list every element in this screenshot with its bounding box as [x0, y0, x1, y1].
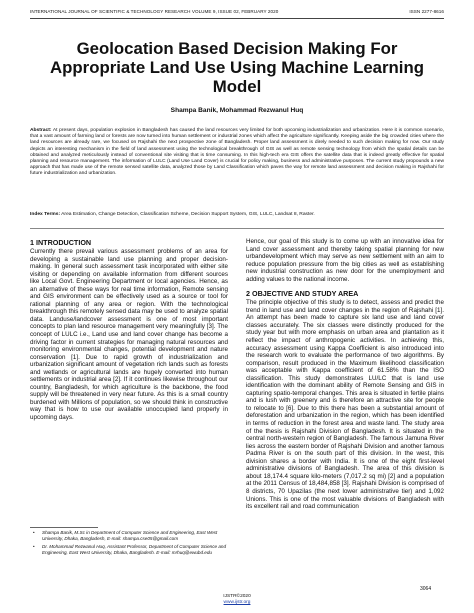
separator-line [30, 228, 444, 229]
footnote-author-2: • Dr. Mohammad Rezwanul Huq, Assistant Professor, Department of Computer Science and Engineering, East West University, Dhaka, Bangladesh. E-mail: mrhuq@ewubd.edu [30, 544, 228, 556]
issn: ISSN 2277-8616 [409, 9, 444, 14]
authors: Shampa Banik, Mohammad Rezwanul Huq [170, 107, 304, 114]
index-terms [30, 212, 444, 218]
footnote-author-1: • Shampa Banik, M.Sc in Department of Computer Science and Engineering, East West University, Dhaka, Bangladesh, E-mail: shampa.cse05@gmail.com [30, 530, 228, 542]
footnote-rule [30, 527, 98, 528]
abstract [30, 128, 444, 178]
abstract-text: At present days, population explosion in Bangladesh has caused the land resources very limited for both upcoming industrialization and urbanization. Here it is common scenario, that a vast amount of farming land or forests are now turned into human settlement or industrial zones which affect the agriculture significantly. Keeping aside the big crowded cities where the land resources are already rare, we focused on Rajshahi the next prospective zone of Bangladesh. Proper land assessment is direly needed to such decision making for now. Our study depicts an interesting mechanism in the field of land assessment using the technological breakthrough of GIS as well as remote sensing technology from which the spatial details can be obtained and analyzed meticulously instead of conventional site visiting that is time consuming. In this high-tech era GIS offers the satellite data that is indeed greatly effective for spatial planning and resource management. The information of LULC (Land Use Land Cover) is crucial for policy making, business and administrative purposes. The current study propounds a new approach that has made use of the remote sensed satellite data, analyzed those by Land Classification which paves the way for remote land assessment and decision making in Rajshahi for future industrialization and urbanization. [30, 128, 444, 177]
abstract-label: Abstract: [30, 128, 52, 133]
page-footer [0, 594, 474, 606]
right-column [246, 238, 444, 511]
footer-copyright: IJSTR©2020 [223, 594, 251, 599]
section-heading-objective: 2 OBJECTIVE AND STUDY AREA [246, 289, 359, 299]
journal-header [30, 9, 444, 14]
page-number: 3064 [420, 586, 432, 592]
objective-paragraph: The principle objective of this study is to detect, assess and predict the trend in land use and land cover changes in the region of Rajshahi [1]. An attempt has been made to capture six land use and land cover classes accurately. The six classes were distinctly produced for the study year but with more emphasis on urban area and plantation as it reflect the impact of anthropogenic activities. In achieving this, accuracy assessment using Kappa Coefficient is also introduced into the research work to evaluate the performance of two algorithms. By comparison, result produced in the Maximum likelihood classification was acceptable with Kappa coefficient of 61.58% than the ISO classification. This study demonstrates LU/LC that is land use identification with the dominant ability of Remote Sensing and GIS in capturing spatio-temporal changes. This area is situated in fertile plains and is lush with greenery and is therefore an attractive site for people to relocate to [6]. Due to this there has been a substantial amount of deforestation and urbanization in the region, which has been identified in terms of reduction in the forest area and waste land. The study area of the thesis is Rajshahi Division of Bangladesh. It is situated in the central north-western region of Bangladesh. The famous Jamuna River lies across the eastern border of Rajshahi Division and another famous Padma River is on the south part of this division. In the west, this division shares a border with India. It is one of the eight first-level administrative divisions of Bangladesh. The area of this division is about 18,174.4 square kilo-meters (7,017.2 sq mi) [2] and a population at the 2011 Census of 18,484,858 [3]. Rajshahi Division is comprised of 8 districts, 70 Upazilas (the next lower administrative tier) and 1,092 Unions. This is one of the most valuable divisions of Bangladesh with its excellent rail and road communication [246, 299, 444, 511]
introduction-continued: Hence, our goal of this study is to come up with an innovative idea for Land cover assessment and thereby taking spatial planning for new urbandevelopment which may serve as new settlement with an aim to reduce population pressure from the big cities as well as establishing new industrial construction as new door for the unemployment and adding values to the national income. [246, 238, 444, 283]
index-terms-text: Area Estimation, Change Detection, Classification Scheme, Decision Support System, GIS, LULC, Landsat 8, Raster. [61, 212, 315, 217]
paper-title: Geolocation Based Decision Making For Appropriate Land Use Using Machine Learning Model [50, 39, 424, 96]
index-terms-label: Index Terms: [30, 212, 61, 217]
footer-url-link[interactable]: www.ijstr.org [223, 600, 251, 605]
section-heading-introduction: 1 INTRODUCTION [30, 238, 92, 247]
header-rule [30, 18, 444, 19]
left-column [30, 238, 228, 422]
footnotes [30, 530, 228, 558]
journal-name: INTERNATIONAL JOURNAL OF SCIENTIFIC & TECHNOLOGY RESEARCH VOLUME 9, ISSUE 02, FEBRUARY 2020 [30, 9, 279, 14]
introduction-paragraph: Currently there prevail various assessment problems of an area for developing a sustainable land use planning and proper decision-making. In general such assessment task incorporated with either site visiting or depending on available information from different sources like Local Govt. Engineering Department or local agencies. Hence, as an alternative of these ways for real time information, Remote sensing and GIS environment can be effectively used as a source or tool for rational planning of any area or region. With the technological breakthrough this remotely sensed data may be used to analyze spatial data. Landuse/landcover assessment is one of most important concepts to plan land resource management very meaningfully [3]. The concept of LULC i.e., Land use and land cover change has become a driving factor in current strategies for managing natural resources and monitoring environmental changes, potential development and nature conservation [1]. Due to rapid growth of industrialization and urbanization significant amount of vegetation rich lands such as forests and wetlands or agricultural lands are hugely converted into human settlements or industrial area [2]. If it continues likewise throughout our country, Bangladesh, for which agriculture is the backbone, the food supply will be threatened in very near future. As this is a small country burdened with Millions of population, so we should think in constructive way that is how to use our available unoccupied land properly in upcoming days. [30, 248, 228, 422]
